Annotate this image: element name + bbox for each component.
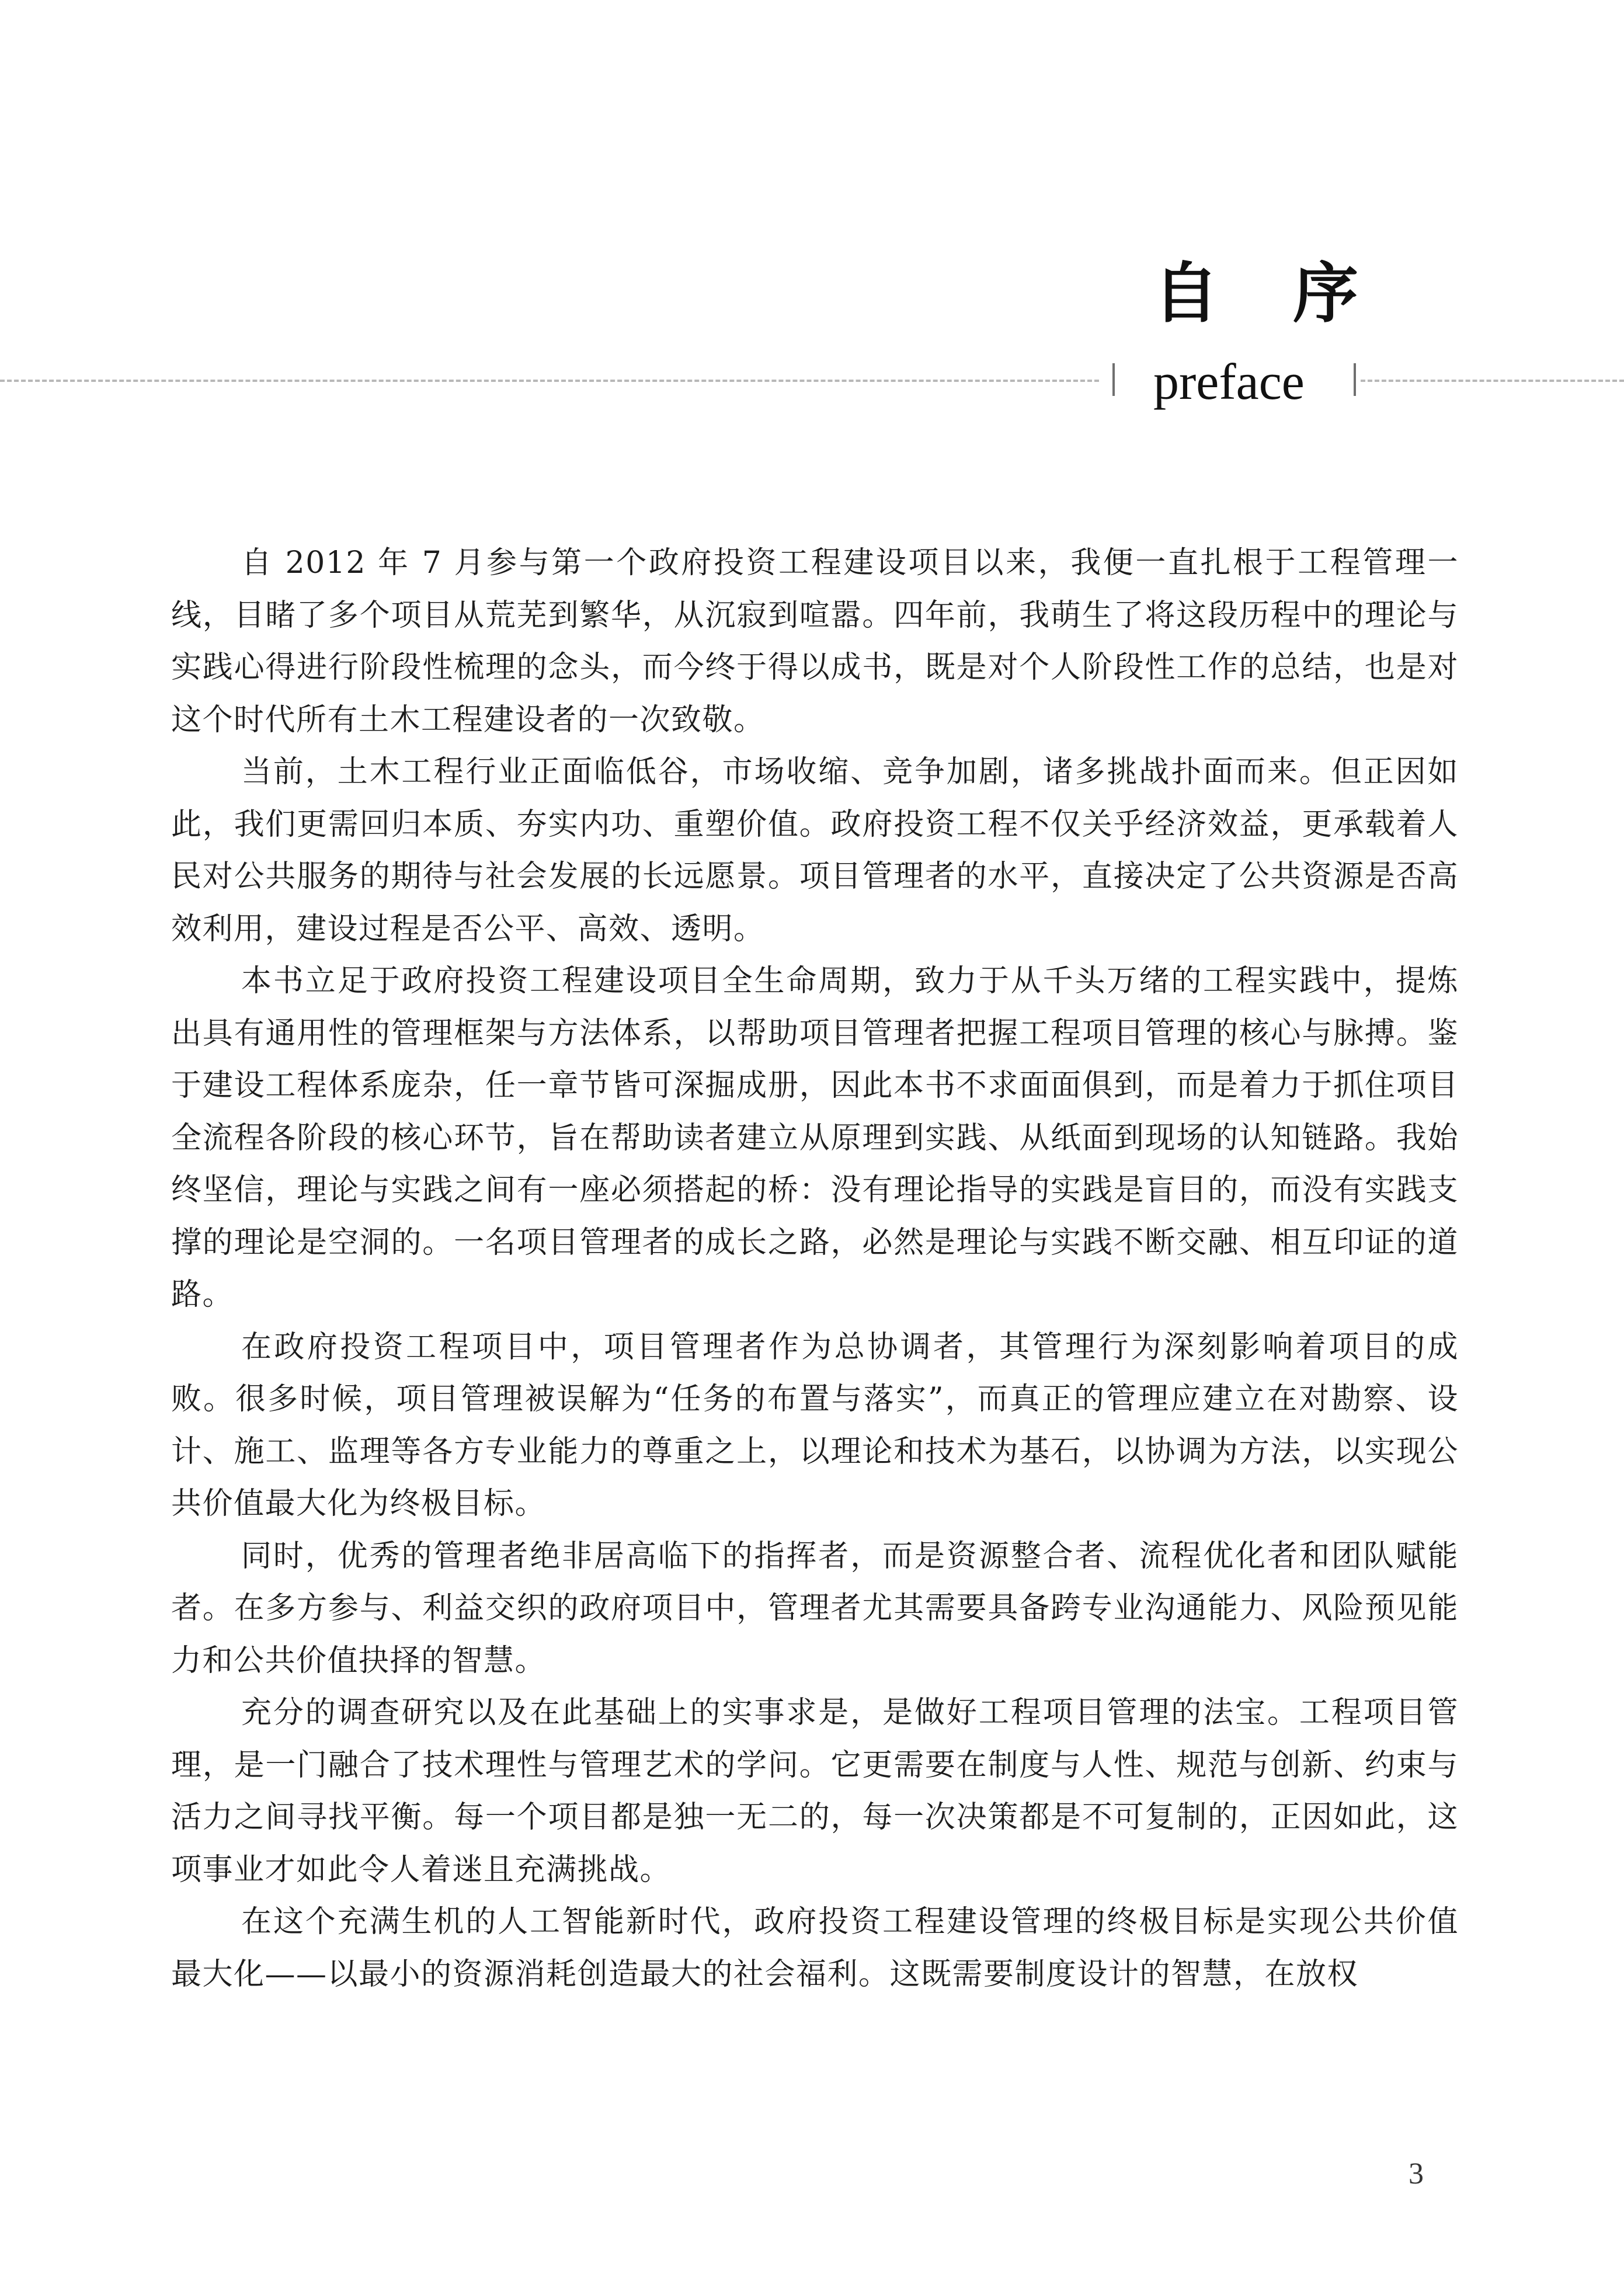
chapter-subtitle: preface <box>1153 354 1305 411</box>
paragraph-2: 当前，土木工程行业正面临低谷，市场收缩、竞争加剧，诸多挑战扑面而来。但正因如此，我们更需回归本质、夯实内功、重塑价值。政府投资工程不仅关乎经济效益，更承载着人民对公共服务的期待与社会发展的长远愿景。项目管理者的水平，直接决定了公共资源是否高效利用，建设过程是否公平、高效、透明。 <box>171 754 1459 947</box>
paragraph-4: 在政府投资工程项目中，项目管理者作为总协调者，其管理行为深刻影响着项目的成败。很多时候，项目管理被误解为“任务的布置与落实”，而真正的管理应建立在对勘察、设计、施工、监理等各方专业能力的尊重之上，以理论和技术为基石，以协调为方法，以实现公共价值最大化为终极目标。 <box>171 1329 1459 1521</box>
header-rule-left <box>0 380 1099 382</box>
paragraph-3: 本书立足于政府投资工程建设项目全生命周期，致力于从千头万绪的工程实践中，提炼出具有通用性的管理框架与方法体系，以帮助项目管理者把握工程项目管理的核心与脉搏。鉴于建设工程体系庞杂，任一章节皆可深掘成册，因此本书不求面面俱到，而是着力于抓住项目全流程各阶段的核心环节，旨在帮助读者建立从原理到实践、从纸面到现场的认知链路。我始终坚信，理论与实践之间有一座必须搭起的桥：没有理论指导的实践是盲目的，而没有实践支撑的理论是空洞的。一名项目管理者的成长之路，必然是理论与实践不断交融、相互印证的道路。 <box>171 964 1459 1312</box>
page-number: 3 <box>1409 2157 1424 2190</box>
header-rule-left-end-mark <box>1112 363 1115 396</box>
paragraph-6: 充分的调查研究以及在此基础上的实事求是，是做好工程项目管理的法宝。工程项目管理，是一门融合了技术理性与管理艺术的学问。它更需要在制度与人性、规范与创新、约束与活力之间寻找平衡。每一个项目都是独一无二的，每一次决策都是不可复制的，正因如此，这项事业才如此令人着迷且充满挑战。 <box>171 1695 1459 1887</box>
preface-body <box>171 537 1459 2001</box>
paragraph-1: 自 2012 年 7 月参与第一个政府投资工程建设项目以来，我便一直扎根于工程管理一线，目睹了多个项目从荒芜到繁华，从沉寂到喧嚣。四年前，我萌生了将这段历程中的理论与实践心得进行阶段性梳理的念头，而今终于得以成书，既是对个人阶段性工作的总结，也是对这个时代所有土木工程建设者的一次致敬。 <box>171 545 1459 738</box>
paragraph-7: 在这个充满生机的人工智能新时代，政府投资工程建设管理的终极目标是实现公共价值最大化——以最小的资源消耗创造最大的社会福利。这既需要制度设计的智慧，在放权 <box>171 1904 1459 1992</box>
chapter-title: 自 序 <box>1153 255 1384 332</box>
header-rule-right <box>1361 380 1624 382</box>
header-rule-right-end-mark <box>1354 363 1356 396</box>
paragraph-5: 同时，优秀的管理者绝非居高临下的指挥者，而是资源整合者、流程优化者和团队赋能者。在多方参与、利益交织的政府项目中，管理者尤其需要具备跨专业沟通能力、风险预见能力和公共价值抉择的智慧。 <box>171 1538 1459 1678</box>
